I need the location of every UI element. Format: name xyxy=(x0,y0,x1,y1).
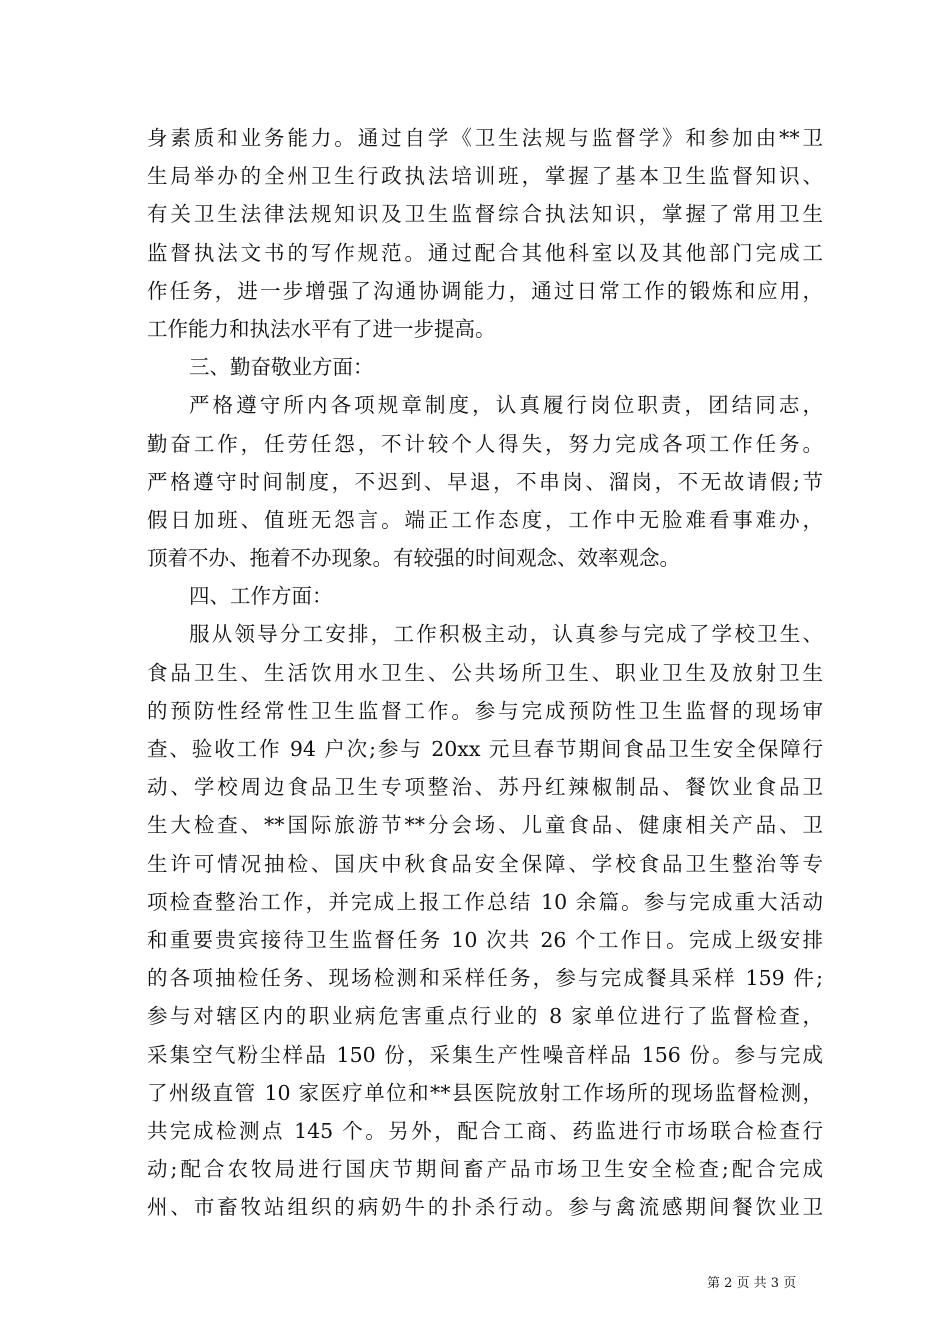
text-line: 的各项抽检任务、现场检测和采样任务，参与完成餐具采样 159 件; xyxy=(147,966,823,991)
document-body xyxy=(147,119,823,1226)
text-line: 动;配合农牧局进行国庆节期间畜产品市场卫生安全检查;配合完成 xyxy=(147,1157,823,1182)
text-line: 服从领导分工安排，工作积极主动，认真参与完成了学校卫生、 xyxy=(189,622,823,647)
text-line: 采集空气粉尘样品 150 份，采集生产性噪音样品 156 份。参与完成 xyxy=(147,1042,823,1067)
text-line: 食品卫生、生活饮用水卫生、公共场所卫生、职业卫生及放射卫生 xyxy=(147,660,823,685)
text-line: 州、市畜牧站组织的病奶牛的扑杀行动。参与禽流感期间餐饮业卫 xyxy=(147,1195,823,1220)
text-line: 假日加班、值班无怨言。端正工作态度，工作中无脸难看事难办， xyxy=(147,507,823,532)
text-line: 生局举办的全州卫生行政执法培训班，掌握了基本卫生监督知识、 xyxy=(147,164,823,189)
text-line: 严格遵守所内各项规章制度，认真履行岗位职责，团结同志， xyxy=(189,393,823,418)
text-line: 了州级直管 10 家医疗单位和**县医院放射工作场所的现场监督检测， xyxy=(147,1080,823,1105)
text-line: 严格遵守时间制度，不迟到、早退，不串岗、溜岗，不无故请假;节 xyxy=(147,469,823,494)
text-line: 生许可情况抽检、国庆中秋食品安全保障、学校食品卫生整治等专 xyxy=(147,851,823,876)
text-line: 工作能力和执法水平有了进一步提高。 xyxy=(147,316,496,341)
text-line: 共完成检测点 145 个。另外，配合工商、药监进行市场联合检查行 xyxy=(147,1118,823,1143)
text-line: 顶着不办、拖着不办现象。有较强的时间观念、效率观念。 xyxy=(147,546,680,571)
text-line: 的预防性经常性卫生监督工作。参与完成预防性卫生监督的现场审 xyxy=(147,698,823,723)
text-line: 三、勤奋敬业方面： xyxy=(189,355,374,380)
text-line: 参与对辖区内的职业病危害重点行业的 8 家单位进行了监督检查， xyxy=(147,1004,823,1029)
text-line: 查、验收工作 94 户次;参与 20xx 元旦春节期间食品卫生安全保障行 xyxy=(147,737,823,761)
text-line: 动、学校周边食品卫生专项整治、苏丹红辣椒制品、餐饮业食品卫 xyxy=(147,775,823,800)
text-line: 四、工作方面： xyxy=(189,584,333,609)
text-line: 身素质和业务能力。通过自学《卫生法规与监督学》和参加由**卫 xyxy=(147,126,823,150)
text-line: 项检查整治工作，并完成上报工作总结 10 余篇。参与完成重大活动 xyxy=(147,889,823,914)
text-line: 有关卫生法律法规知识及卫生监督综合执法知识，掌握了常用卫生 xyxy=(147,202,823,227)
page-number: 第 2 页 共 3 页 xyxy=(707,1276,797,1291)
text-line: 勤奋工作，任劳任怨，不计较个人得失，努力完成各项工作任务。 xyxy=(147,431,823,456)
text-line: 作任务，进一步增强了沟通协调能力，通过日常工作的锻炼和应用， xyxy=(147,278,823,303)
text-line: 和重要贵宾接待卫生监督任务 10 次共 26 个工作日。完成上级安排 xyxy=(147,927,823,952)
text-line: 生大检查、**国际旅游节**分会场、儿童食品、健康相关产品、卫 xyxy=(147,813,823,838)
text-line: 监督执法文书的写作规范。通过配合其他科室以及其他部门完成工 xyxy=(147,240,823,265)
